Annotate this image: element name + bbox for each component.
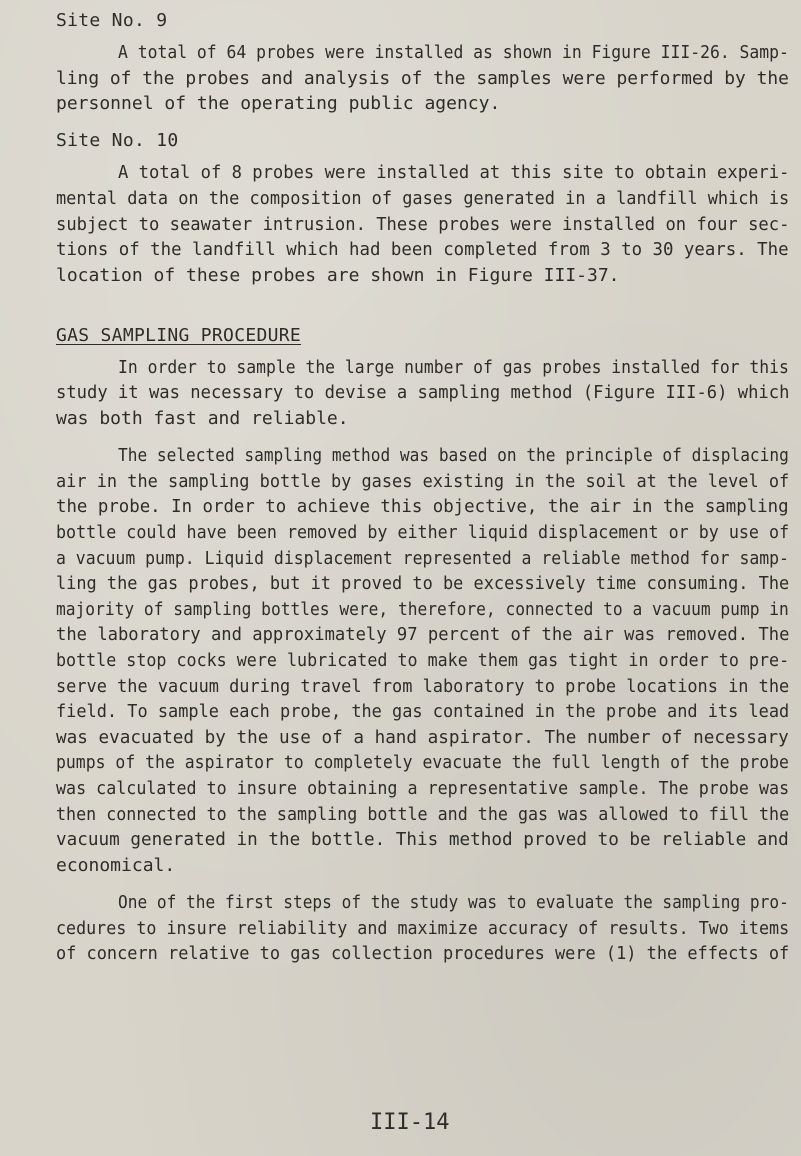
- gas-p2-line-3: the probe. In order to achieve this objective, the air in the sampling: [56, 496, 789, 518]
- site-10-line-5: location of these probes are shown in Figure III-37.: [56, 264, 620, 286]
- gas-p2-line-14: was calculated to insure obtaining a representative sample. The probe was: [56, 778, 790, 799]
- gas-p2-line-12: was evacuated by the use of a hand aspirator. The number of necessary: [56, 726, 789, 748]
- gas-p2-line-4: bottle could have been removed by either liquid displacement or by use of: [56, 522, 790, 543]
- gas-p3-line-3: of concern relative to gas collection procedures were (1) the effects of: [56, 943, 790, 965]
- site-9-heading: Site No. 9: [56, 10, 168, 31]
- gas-p2-line-11: field. To sample each probe, the gas contained in the probe and its lead: [56, 701, 790, 723]
- site-10-line-4: tions of the landfill which had been completed from 3 to 30 years. The: [56, 239, 789, 261]
- gas-p2-line-15: then connected to the sampling bottle and the gas was allowed to fill the: [56, 803, 790, 825]
- gas-p2-line-2: air in the sampling bottle by gases existing in the soil at the level of: [56, 470, 790, 492]
- site-9-line-3: personnel of the operating public agency.: [56, 93, 501, 115]
- gas-p2-line-13: pumps of the aspirator to completely evacuate the full length of the probe: [56, 752, 789, 774]
- gas-p2-line-9: bottle stop cocks were lubricated to make them gas tight in order to pre-: [56, 650, 790, 671]
- gas-p1-line-1: In order to sample the large number of gas probes installed for this: [118, 356, 789, 378]
- gas-p2-line-8: the laboratory and approximately 97 percent of the air was removed. The: [56, 624, 790, 646]
- gas-p2-line-17: economical.: [56, 854, 176, 876]
- gas-p3-line-2: cedures to insure reliability and maximize accuracy of results. Two items: [56, 917, 790, 939]
- gas-sampling-heading: GAS SAMPLING PROCEDURE: [56, 324, 302, 346]
- site-9-line-1: A total of 64 probes were installed as shown in Figure III-26. Samp-: [118, 42, 789, 63]
- gas-p2-line-1: The selected sampling method was based on the principle of displacing: [118, 445, 789, 467]
- site-10-heading: Site No. 10: [56, 130, 179, 152]
- gas-p2-line-7: majority of sampling bottles were, therefore, connected to a vacuum pump in: [56, 598, 789, 620]
- gas-p2-line-16: vacuum generated in the bottle. This method proved to be reliable and: [56, 829, 789, 851]
- site-9-line-2: ling of the probes and analysis of the samples were performed by the: [56, 67, 789, 89]
- gas-p2-line-6: ling the gas probes, but it proved to be excessively time consuming. The: [56, 573, 790, 595]
- gas-p2-line-10: serve the vacuum during travel from laboratory to probe locations in the: [56, 675, 790, 697]
- gas-p1-line-3: was both fast and reliable.: [56, 408, 349, 430]
- site-10-line-2: mental data on the composition of gases generated in a landfill which is: [56, 187, 790, 209]
- gas-p3-line-1: One of the first steps of the study was to evaluate the sampling pro-: [118, 891, 789, 913]
- page-number: III-14: [370, 1110, 450, 1135]
- gas-p1-line-2: study it was necessary to devise a sampling method (Figure III-6) which: [56, 382, 790, 404]
- site-10-line-3: subject to seawater intrusion. These probes were installed on four sec-: [56, 213, 790, 235]
- site-10-line-1: A total of 8 probes were installed at this site to obtain experi-: [118, 162, 790, 184]
- gas-p2-line-5: a vacuum pump. Liquid displacement represented a reliable method for samp-: [56, 547, 789, 569]
